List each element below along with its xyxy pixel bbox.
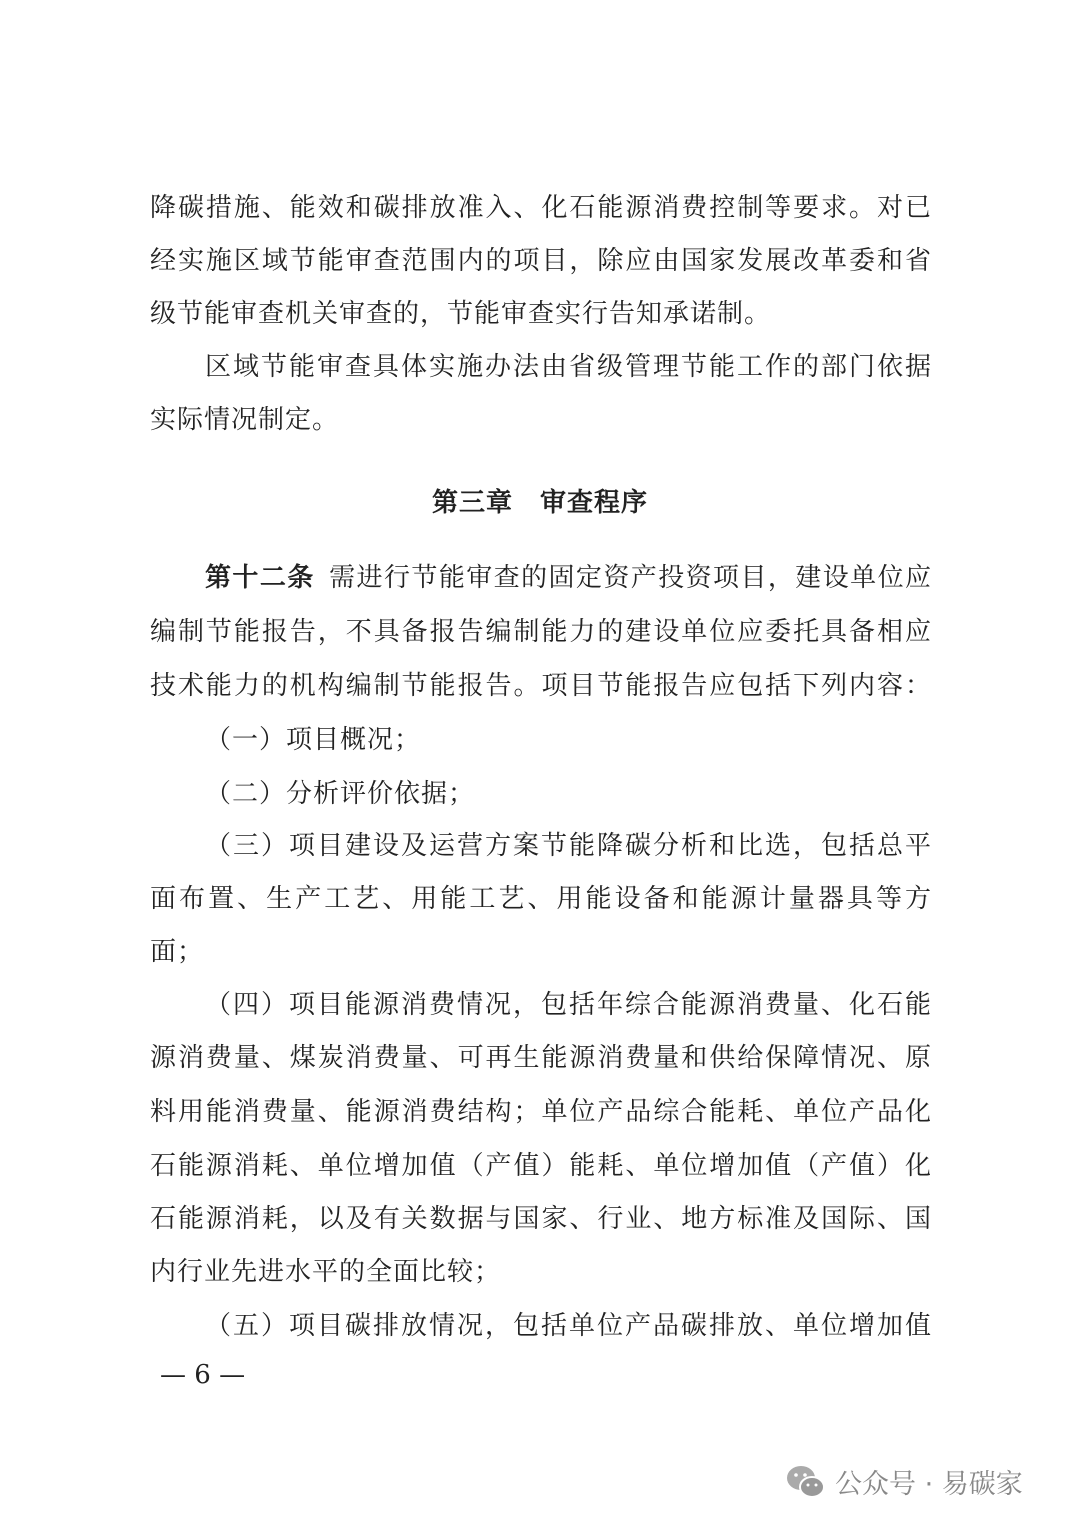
paragraph-line: 实际情况制定。 [150,405,340,435]
article-text: 需进行节能审查的固定资产投资项目，建设单位应 [328,563,932,593]
wechat-icon [785,1463,827,1501]
list-item: （三）项目建设及运营方案节能降碳分析和比选，包括总平 [205,831,932,861]
paragraph-line: 料用能消费量、能源消费结构；单位产品综合能耗、单位产品化 [150,1097,932,1127]
watermark-text: 公众号 · 易碳家 [835,1469,1023,1500]
paragraph-line: 技术能力的机构编制节能报告。项目节能报告应包括下列内容： [150,671,932,701]
paragraph-line: 经实施区域节能审查范围内的项目，除应由国家发展改革委和省 [150,246,932,276]
list-item: （一）项目概况； [205,725,422,755]
paragraph-line: 面； [150,937,205,967]
paragraph-line: 石能源消耗，以及有关数据与国家、行业、地方标准及国际、国 [150,1204,932,1234]
article-label: 第十二条 [205,563,315,593]
paragraph-line: 级节能审查机关审查的，节能审查实行告知承诺制。 [150,299,772,329]
paragraph-line: 石能源消耗、单位增加值（产值）能耗、单位增加值（产值）化 [150,1151,932,1181]
page-number: — 6 — [160,1360,246,1390]
watermark [785,1462,1023,1501]
paragraph-line: 面布置、生产工艺、用能工艺、用能设备和能源计量器具等方 [150,884,932,914]
paragraph-line: 源消费量、煤炭消费量、可再生能源消费量和供给保障情况、原 [150,1043,932,1073]
list-item: （五）项目碳排放情况，包括单位产品碳排放、单位增加值 [205,1311,932,1341]
paragraph-line: 编制节能报告，不具备报告编制能力的建设单位应委托具备相应 [150,617,932,647]
paragraph-line: 降碳措施、能效和碳排放准入、化石能源消费控制等要求。对已 [150,193,932,223]
list-item: （二）分析评价依据； [205,779,476,809]
paragraph-line: 内行业先进水平的全面比较； [150,1257,502,1287]
article-first-line [205,561,932,595]
paragraph-line: 区域节能审查具体实施办法由省级管理节能工作的部门依据 [205,352,932,382]
list-item: （四）项目能源消费情况，包括年综合能源消费量、化石能 [205,990,932,1020]
chapter-title: 第三章 审查程序 [431,488,648,518]
